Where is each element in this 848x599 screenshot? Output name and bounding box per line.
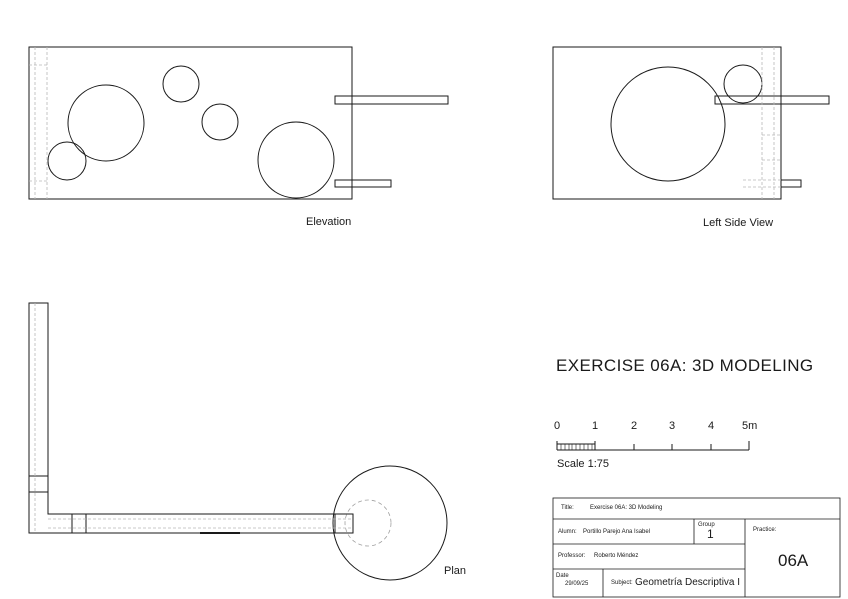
professor-value: Roberto Méndez bbox=[594, 553, 639, 559]
side-hidden-lines bbox=[743, 47, 781, 199]
elevation-beam-bottom bbox=[335, 180, 391, 187]
student-value: Portillo Parejo Ana Isabel bbox=[583, 529, 651, 535]
scale-tick-1: 1 bbox=[592, 420, 599, 432]
group-value: 1 bbox=[707, 527, 714, 541]
left-side-view bbox=[553, 47, 829, 199]
student-label: Alumn: bbox=[558, 529, 577, 535]
scale-tick-2: 2 bbox=[631, 420, 638, 432]
scale-bar bbox=[557, 441, 749, 450]
scale-tick-3: 3 bbox=[669, 420, 676, 432]
plan-label: Plan bbox=[444, 565, 467, 577]
left-side-view-label: Left Side View bbox=[703, 217, 774, 229]
plan-openings bbox=[29, 476, 335, 533]
exercise-title: EXERCISE 06A: 3D MODELING bbox=[556, 356, 814, 375]
scale-tick-5: 5m bbox=[742, 420, 758, 432]
side-beam-bottom bbox=[781, 180, 801, 187]
group-label: Group bbox=[698, 522, 715, 528]
elevation-opening-middle bbox=[202, 104, 238, 140]
practice-label: Practice: bbox=[753, 527, 777, 533]
elevation-label: Elevation bbox=[306, 216, 352, 228]
plan-wall-outline bbox=[29, 303, 353, 533]
elevation-opening-top bbox=[163, 66, 199, 102]
plan-hidden-lines bbox=[35, 303, 353, 533]
plan-hidden-circle bbox=[345, 500, 391, 546]
title-label: Title: bbox=[561, 505, 574, 511]
professor-label: Professor: bbox=[558, 553, 586, 559]
scale-text: Scale 1:75 bbox=[557, 458, 609, 470]
title-value: Exercise 06A: 3D Modeling bbox=[590, 505, 663, 511]
scale-tick-0: 0 bbox=[554, 420, 561, 432]
side-wall-outline bbox=[553, 47, 781, 199]
scale-subdivisions bbox=[561, 444, 592, 450]
scale-tick-4: 4 bbox=[708, 420, 715, 432]
elevation-hidden-lines bbox=[29, 47, 47, 199]
side-opening-large bbox=[611, 67, 725, 181]
plan-view bbox=[29, 303, 447, 580]
elevation-opening-small-left bbox=[48, 142, 86, 180]
date-value: 29/09/25 bbox=[565, 581, 589, 587]
elevation-opening-right bbox=[258, 122, 334, 198]
practice-value: 06A bbox=[778, 551, 809, 570]
plan-circular-slab bbox=[333, 466, 447, 580]
elevation-view bbox=[29, 47, 448, 199]
subject-label: Subject: bbox=[611, 580, 633, 586]
side-opening-small bbox=[724, 65, 762, 103]
subject-value: Geometría Descriptiva I bbox=[635, 577, 741, 588]
elevation-opening-large bbox=[68, 85, 144, 161]
date-label: Date bbox=[556, 573, 569, 579]
